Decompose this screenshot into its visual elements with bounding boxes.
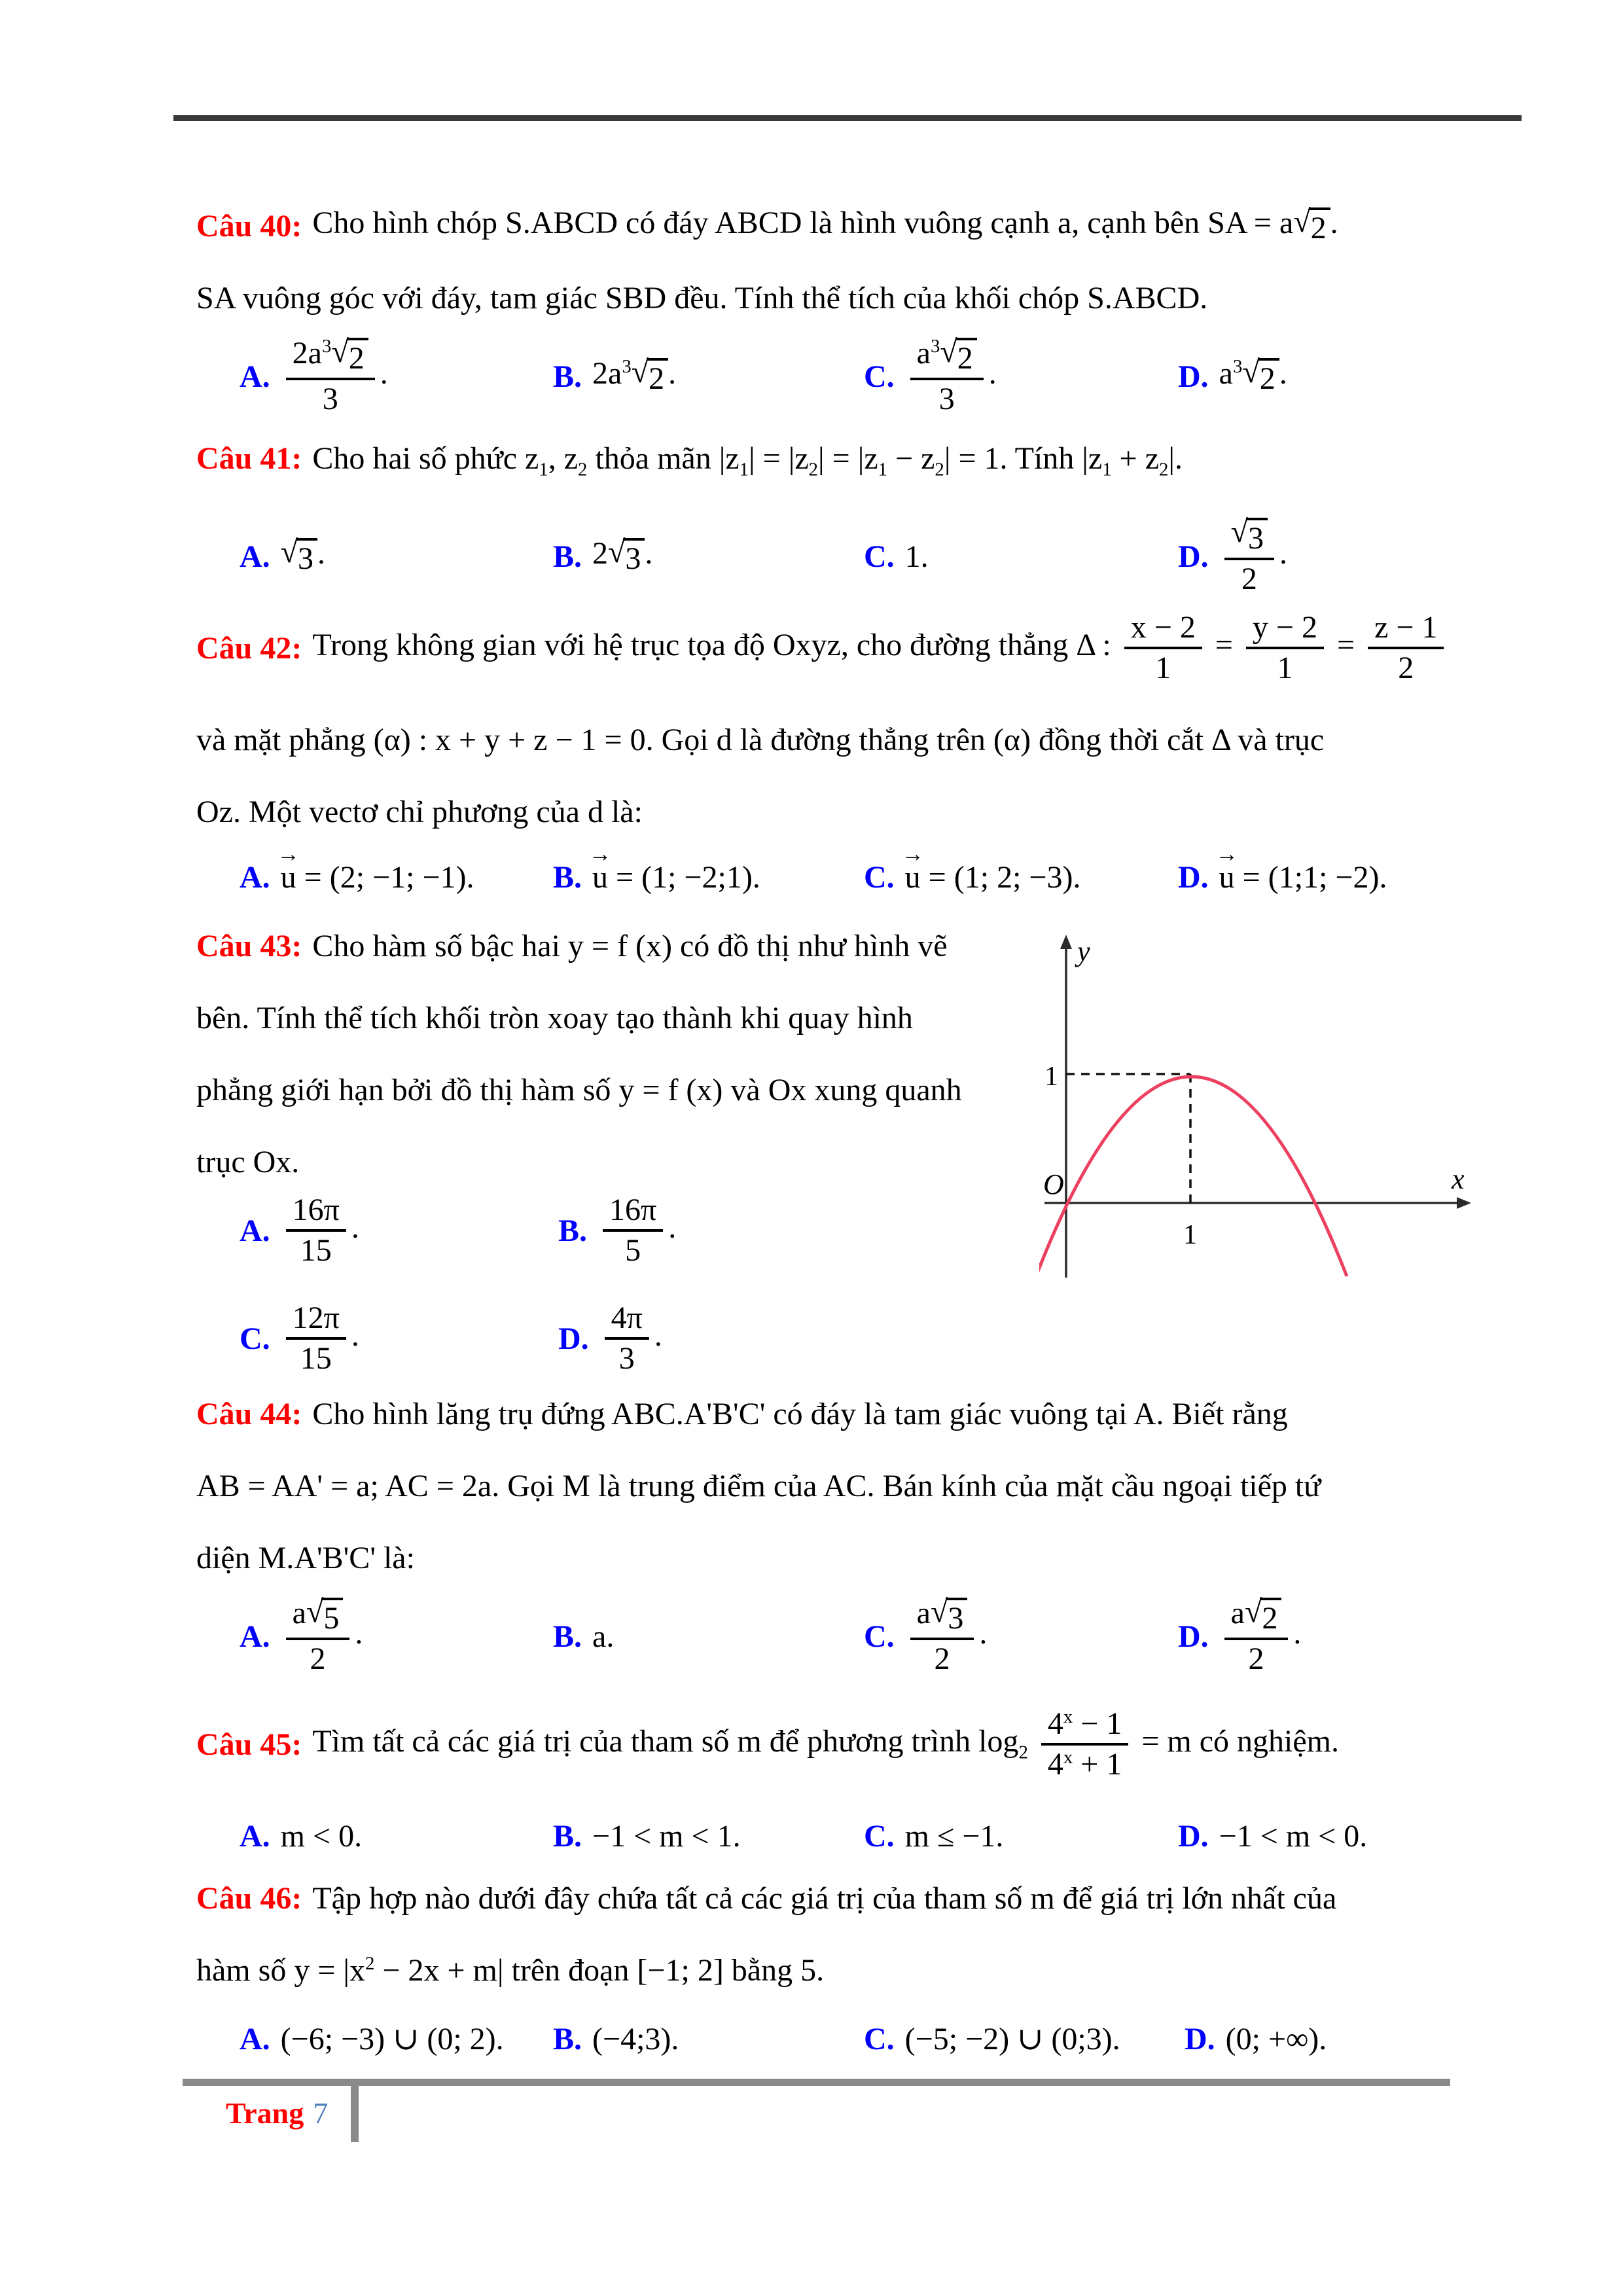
question-40-text: Cho hình chóp S.ABCD có đáy ABCD là hình vuông cạnh a, cạnh bên SA = a √ 2 . [312, 204, 1338, 246]
page-footer [226, 2092, 328, 2134]
question-40-label: Câu 40: [196, 208, 302, 243]
answer-letter: C. [240, 1321, 270, 1356]
question-42-line-3 [196, 776, 1479, 848]
question-42-answers [196, 841, 1479, 906]
x-tick-label: 1 [1183, 1220, 1197, 1250]
answer-option-C [864, 841, 1081, 906]
question-46-label: Câu 46: [196, 1880, 302, 1916]
answer-option-C [864, 507, 929, 605]
answer-option-D [1178, 507, 1287, 605]
page-number: 7 [313, 2096, 329, 2130]
x-axis-label: x [1452, 1163, 1465, 1195]
question-45-text: Tìm tất cả các giá trị của tham số m để phương trình $\log_2$ $\frac{4^x - 1}{4^x + 1}$ = m có nghiệm. [312, 1706, 1340, 1782]
question-40 [196, 190, 1479, 419]
answer-math: m ≤ −1. [904, 1818, 1004, 1854]
answer-option-A [240, 841, 474, 906]
question-44-text: AB = AA' = a; AC = 2a. Gọi M là trung điểm của AC. Bán kính của mặt cầu ngoại tiếp tứ [196, 1468, 1321, 1503]
question-41-line-1 [196, 422, 1479, 494]
answer-option-D [1185, 2006, 1327, 2072]
answer-option-A [240, 334, 388, 419]
answer-option-B [553, 1810, 741, 1862]
footer-bar [183, 2079, 1450, 2086]
answer-letter: A. [240, 359, 270, 394]
answer-math: a √ 2 2 . [1219, 1596, 1302, 1677]
answer-letter: B. [553, 859, 582, 895]
figure-parabola-graph [1039, 929, 1487, 1288]
answer-option-A [240, 1188, 359, 1273]
answer-option-D [1178, 1594, 1301, 1679]
question-43-label: Câu 43: [196, 928, 302, 963]
answer-letter: C. [864, 1818, 895, 1854]
question-43-answers-row-1 [196, 1188, 1047, 1273]
answer-math: (−6; −3) ∪ (0; 2). [280, 2022, 504, 2056]
answer-math: −1 < m < 1. [592, 1818, 741, 1854]
question-44-text: Cho hình lăng trụ đứng ABC.A'B'C' có đáy là tam giác vuông tại A. Biết rằng [312, 1396, 1288, 1431]
answer-math: $\frac{16\pi}{5}$ . [597, 1193, 676, 1268]
answer-option-B [553, 507, 652, 605]
top-rule [173, 115, 1522, 121]
answer-math: a √ 5 2 . [281, 1596, 363, 1677]
answer-option-C [864, 1810, 1003, 1862]
answer-math: $\frac{16\pi}{15}$ . [281, 1193, 359, 1268]
answer-letter: B. [553, 1818, 582, 1854]
answer-math: (−5; −2) ∪ (0;3). [904, 2022, 1120, 2056]
question-44-text: diện M.A'B'C' là: [196, 1540, 415, 1575]
answer-letter: A. [240, 2021, 270, 2056]
x-axis-arrow [1457, 1197, 1471, 1209]
answer-math: 1. [904, 539, 929, 574]
answer-math: m < 0. [280, 1818, 363, 1854]
question-41-answers [196, 507, 1479, 605]
answer-letter: D. [1178, 1619, 1209, 1654]
question-43-line-3 [196, 1054, 1047, 1126]
answer-letter: D. [558, 1321, 589, 1356]
answer-letter: A. [240, 1213, 270, 1248]
answer-option-D [1178, 1810, 1367, 1862]
answer-option-B [558, 1188, 676, 1273]
answer-math: → u = (1; −2;1). [588, 841, 760, 895]
answer-letter: D. [1185, 2021, 1215, 2056]
question-43-answers-row-2 [196, 1296, 1047, 1381]
answer-math: a. [592, 1619, 615, 1654]
question-43 [196, 910, 1047, 1381]
question-46-answers [196, 2006, 1479, 2072]
answer-math: (−4;3). [592, 2021, 679, 2056]
answer-math: $a^3$ √ 2 . [1219, 355, 1287, 397]
answer-math: → u = (1;1; −2). [1215, 841, 1387, 895]
question-43-text: trục Ox. [196, 1144, 300, 1179]
answer-math: −1 < m < 0. [1219, 1818, 1368, 1854]
question-46-text: hàm số $y = |x^2 - 2x + m|$ trên đoạn [−1; 2] bằng 5. [196, 1952, 825, 1988]
answer-math: → u = (2; −1; −1). [277, 841, 474, 895]
question-43-text: bên. Tính thể tích khối tròn xoay tạo thành khi quay hình [196, 1000, 913, 1035]
answer-option-D [1178, 334, 1287, 419]
answer-math: (0; +∞). [1225, 2021, 1327, 2056]
question-46-line-1 [196, 1862, 1479, 1934]
question-45 [196, 1679, 1479, 1862]
y-axis-arrow [1060, 935, 1072, 949]
question-44-line-3 [196, 1522, 1479, 1594]
y-axis-label: y [1077, 935, 1090, 967]
answer-option-B [553, 2006, 679, 2072]
answer-math: → u = (1; 2; −3). [901, 841, 1081, 895]
question-45-line-1 [196, 1679, 1479, 1810]
question-42 [196, 605, 1479, 906]
answer-math: $a^3$ √ 2 3 . [905, 336, 997, 417]
parabola-chart [1039, 929, 1487, 1288]
question-43-line-1 [196, 910, 1047, 982]
answer-letter: D. [1178, 539, 1209, 574]
answer-letter: C. [864, 359, 895, 394]
question-42-text: Oz. Một vectơ chỉ phương của d là: [196, 794, 643, 829]
question-46 [196, 1862, 1479, 2072]
question-45-answers [196, 1810, 1479, 1862]
question-42-label: Câu 42: [196, 630, 302, 666]
answer-math: $2a^3$ √ 2 . [592, 355, 677, 397]
question-42-text: Trong không gian với hệ trục tọa độ Oxyz, cho đường thẳng Δ : $\frac{x - 2}{1}$ = $\frac{y - 2}{1}$ = $\frac{z - 1}{2}$ [312, 610, 1449, 686]
question-42-line-1 [196, 605, 1479, 691]
answer-option-D [1178, 841, 1387, 906]
answer-option-B [553, 841, 760, 906]
question-41-text: Cho hai số phức $z_1$, $z_2$ thỏa mãn $|z_1| = |z_2| = |z_1 - z_2| = 1$. Tính $|z_1 + z_2|$. [312, 440, 1183, 480]
answer-option-C [864, 334, 997, 419]
answer-math: a √ 3 2 . [905, 1596, 988, 1677]
answer-math: $\frac{4\pi}{3}$ . [599, 1300, 662, 1376]
answer-letter: D. [1178, 859, 1209, 895]
answer-letter: B. [553, 539, 582, 574]
question-43-text: Cho hàm số bậc hai y = f (x) có đồ thị như hình vẽ [312, 928, 948, 963]
answer-letter: A. [240, 539, 270, 574]
question-45-label: Câu 45: [196, 1727, 302, 1762]
footer-label: Trang [226, 2096, 304, 2130]
answer-letter: A. [240, 1619, 270, 1654]
answer-letter: B. [553, 2021, 582, 2056]
answer-letter: C. [864, 2021, 895, 2056]
answer-letter: D. [1178, 1818, 1209, 1854]
answer-option-B [553, 334, 676, 419]
answer-math: $\frac{12\pi}{15}$ . [281, 1300, 359, 1376]
answer-option-A [240, 2006, 504, 2072]
question-40-line-1 [196, 190, 1479, 262]
question-44-answers [196, 1594, 1479, 1679]
answer-letter: A. [240, 859, 270, 895]
question-43-line-4 [196, 1126, 1047, 1198]
answer-option-A [240, 1594, 363, 1679]
answer-option-B [553, 1594, 614, 1679]
question-44-label: Câu 44: [196, 1396, 302, 1431]
answer-letter: B. [553, 359, 582, 394]
question-46-line-2 [196, 1934, 1479, 2006]
answer-math: $2a^3$ √ 2 3 . [281, 336, 388, 417]
answer-math: √ 3 . [280, 535, 326, 577]
question-42-text: và mặt phẳng (α) : x + y + z − 1 = 0. Gọi d là đường thẳng trên (α) đồng thời cắt Δ và trục [196, 722, 1325, 757]
answer-option-C [240, 1296, 359, 1381]
answer-letter: B. [553, 1619, 582, 1654]
question-40-text: SA vuông góc với đáy, tam giác SBD đều. Tính thể tích của khối chóp S.ABCD. [196, 280, 1208, 315]
answer-letter: C. [864, 1619, 895, 1654]
question-44-line-1 [196, 1378, 1479, 1450]
footer-divider [351, 2086, 359, 2142]
question-43-line-2 [196, 982, 1047, 1054]
answer-math: 2 √ 3 . [592, 535, 653, 577]
y-tick-label: 1 [1044, 1062, 1058, 1092]
answer-letter: C. [864, 539, 895, 574]
question-40-line-2 [196, 262, 1479, 334]
question-40-answers [196, 334, 1479, 419]
question-46-text: Tập hợp nào dưới đây chứa tất cả các giá trị của tham số m để giá trị lớn nhất của [312, 1880, 1337, 1916]
question-41-label: Câu 41: [196, 440, 302, 476]
answer-option-D [558, 1296, 662, 1381]
question-41 [196, 422, 1479, 605]
answer-math: √ 3 2 . [1219, 516, 1287, 597]
question-43-text: phẳng giới hạn bởi đồ thị hàm số y = f (x) và Ox xung quanh [196, 1072, 962, 1107]
answer-letter: B. [558, 1213, 588, 1248]
answer-letter: A. [240, 1818, 270, 1854]
answer-option-C [864, 1594, 987, 1679]
answer-option-C [864, 2006, 1120, 2072]
answer-letter: C. [864, 859, 895, 895]
answer-option-A [240, 507, 325, 605]
question-42-line-2 [196, 704, 1479, 776]
answer-letter: D. [1178, 359, 1209, 394]
question-44-line-2 [196, 1450, 1479, 1522]
answer-option-A [240, 1810, 362, 1862]
question-44 [196, 1378, 1479, 1679]
origin-label: O [1043, 1168, 1064, 1200]
